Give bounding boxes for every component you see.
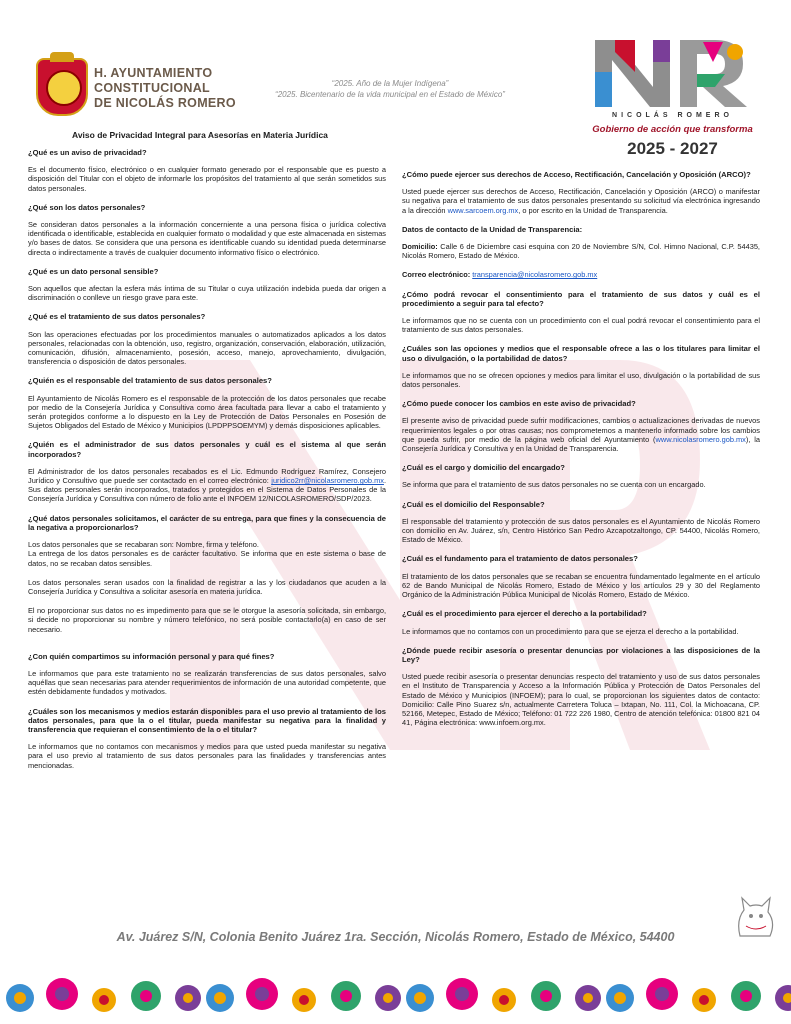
answer-datos-solicitados-c: Los datos personales seran usados con la finalidad de registrar a las y los ciudadanos que acuden a la Consejería Jurídica y Consultiva a solicitar asesoría en materia jurídica.	[28, 577, 386, 596]
question-que-es-aviso: ¿Qué es un aviso de privacidad?	[28, 148, 147, 157]
answer-portabilidad: Le informamos que no contamos con un procedimiento para que se ejerza el derecho a la portabilidad.	[402, 626, 739, 636]
question-mecanismos: ¿Cuáles son los mecanismos y medios estarán disponibles para el uso previo al tratamiento de los datos personales, para que la o el titular, pueda manifestar su negativa para la finalidad y transferencia que requieran el consentimiento de la o el titular?	[28, 706, 386, 734]
nr-logo-icon	[585, 32, 760, 110]
nicolasromero-link[interactable]: www.nicolasromero.gob.mx	[655, 434, 746, 444]
answer-datos-solicitados-b: La entrega de los datos personales es de carácter facultativo. Se informa que en este sistema o base de datos, no se recaban datos sensibles.	[28, 549, 386, 568]
answer-domicilio-responsable: El responsable del tratamiento y protección de sus datos personales es el Ayuntamiento de Nicolás Romero con domicilio en Av. Juárez, s/n, Centro Histórico San Pedro Azcapotzaltongo, CP. 54400, Nicolás Romero, Estado de México.	[402, 516, 760, 545]
answer-que-es-aviso: Es el documento físico, electrónico o en cualquier formato generado por el responsable que es puesto a disposición del Titular con el objeto de informarle los propósitos del tratamiento al que serán sometidos sus datos personales.	[28, 165, 386, 193]
administrator-email-link[interactable]: juridico2rr@nicolasromero.gob.mx	[271, 476, 384, 486]
slogan-1: “2025. Año de la Mujer Indígena”	[331, 79, 449, 88]
footer-address: Av. Juárez S/N, Colonia Benito Juárez 1ra. Sección, Nicolás Romero, Estado de México, 54400	[116, 930, 675, 944]
answer-dato-sensible: Son aquellos que afectan la esfera más íntima de su Titular o cuya utilización indebida pueda dar origen a discriminación o conlleve un riesgo grave para este.	[28, 284, 386, 303]
answer-responsable: El Ayuntamiento de Nicolás Romero es el responsable de la protección de los datos personales que recabe por medio de la Consejería Jurídica y Consultiva como área facultada para llevar a cabo el tratamiento y serán protegidos conforme a lo dispuesto en la Ley de Protección de Datos Personales en Posesión de Sujetos Obligados del Estado de México y Municipios (LPDPPSOEMYM) y demás disposiciones aplicables.	[28, 393, 386, 431]
answer-administrador-post: . Sus datos personales serán incorporados, tratados y protegidos en el Sistema de Datos Personales de la Consejería Jurídica y Consultiva con número de folio ante el INFOEM 12/NICOLASROMERO/SDP/2023.	[28, 476, 387, 504]
question-datos-personales: ¿Qué son los datos personales?	[28, 202, 146, 212]
question-limitar: ¿Cuáles son las opciones y medios que el responsable ofrece a las o los titulares para limitar el uso o divulgación, o la portabilidad de datos?	[402, 344, 760, 363]
answer-mecanismos: Le informamos que no contamos con mecanismos y medios para que usted pueda manifestar su negativa para el uso previo al tratamiento de sus datos personales para las finalidades y transferencias antes mencionadas.	[28, 742, 386, 770]
org-line-3: DE NICOLÁS ROMERO	[94, 96, 236, 110]
right-column	[402, 170, 760, 737]
answer-denuncias: Usted puede recibir asesoría o presentar denuncias respecto del tratamiento y uso de sus datos personales en el Instituto de Transparencia y Acceso a la Información Pública y Protección de Datos Personales del Estado de México y Municipios (INFOEM); para lo cual, se proporcionan los siguientes datos de contacto: Domicilio: Calle Pino Suarez s/n, actualmente Carretera Toluca – Ixtapan, No. 111, Col. la Michoacana, CP. 52166, Metepec, Estado de México; Teléfono: 01 722 226 1980, Centro de atención telefónica: 01800 821 04 41, Página electrónica: www.infoem.org.mx.	[402, 672, 760, 728]
transparency-email-link[interactable]: transparencia@nicolasromero.gob.mx	[472, 270, 598, 280]
domicilio-label: Domicilio:	[402, 242, 438, 252]
contact-domicilio	[402, 242, 760, 260]
flower-border-icon	[0, 968, 791, 1024]
question-tratamiento: ¿Qué es el tratamiento de sus datos personales?	[28, 312, 206, 322]
nr-logo	[585, 32, 760, 167]
answer-tratamiento: Son las operaciones efectuadas por los procedimientos manuales o automatizados aplicados a los datos personales, relacionadas con la obtención, uso, registro, organización, conservación, elaboración, utilización, comunicación, difusión, almacenamiento, posesión, acceso, manejo, aprovechamiento, divulgación, transferencia o disposición de datos personales.	[28, 329, 386, 367]
document-title: Aviso de Privacidad Integral para Asesorías en Materia Jurídica	[72, 130, 328, 140]
question-responsable: ¿Quién es el responsable del tratamiento de sus datos personales?	[28, 376, 272, 386]
correo-label: Correo electrónico:	[402, 270, 471, 280]
answer-encargado: Se informa que para el tratamiento de sus datos personales no se cuenta con un encargado.	[402, 480, 706, 490]
answer-limitar: Le informamos que no se ofrecen opciones y medios para limitar el uso, divulgación o la portabilidad de sus datos personales.	[402, 370, 760, 390]
answer-datos-solicitados-a: Los datos personales que se recabaran son: Nombre, firma y teléfono.	[28, 540, 259, 550]
answer-cambios-post: ), la Consejería Jurídica y Consultiva y en la Unidad de Transparencia.	[402, 434, 761, 454]
org-line-2: CONSTITUCIONAL	[94, 81, 210, 95]
question-fundamento: ¿Cuál es el fundamento para el tratamiento de datos personales?	[402, 554, 638, 564]
answer-cambios	[402, 416, 760, 453]
domicilio-value: Calle 6 de Diciembre casi esquina con 20 de Noviembre S/N, Col. Himno Nacional, C.P. 54435, Nicolás Romero, Estado de México.	[402, 242, 760, 261]
question-revocar: ¿Cómo podrá revocar el consentimiento para el tratamiento de sus datos y cuál es el procedimiento a seguir para tal efecto?	[402, 289, 760, 308]
answer-compartimos: Le informamos que para este tratamiento no se realizarán transferencias de sus datos personales, salvo aquéllas que sean necesarias para atender requerimientos de información de una autoridad competente, que estén debidamente fundados y motivados.	[28, 668, 386, 697]
answer-cambios-pre: El presente aviso de privacidad puede sufrir modificaciones, cambios o actualizaciones derivadas de nuevos requerimientos legales o por otras causas; nos comprometemos a mantenerlo informado sobre los cambios que pueda sufrir, por medio de la página web oficial del Ayuntamiento (	[402, 416, 760, 444]
slogans	[240, 78, 540, 100]
logo-city: NICOLÁS ROMERO	[612, 112, 733, 119]
question-denuncias: ¿Dónde puede recibir asesoría o presentar denuncias por violaciones a las disposiciones de la Ley?	[402, 645, 760, 664]
answer-arco	[402, 187, 760, 215]
municipal-seal-icon	[36, 58, 88, 116]
question-domicilio-responsable: ¿Cuál es el domicilio del Responsable?	[402, 499, 545, 509]
org-line-1: H. AYUNTAMIENTO	[94, 66, 213, 80]
contact-title: Datos de contacto de la Unidad de Transparencia:	[402, 224, 583, 234]
question-cambios: ¿Cómo puede conocer los cambios en este aviso de privacidad?	[402, 399, 636, 409]
answer-arco-post: , o por escrito en la Unidad de Transparencia.	[518, 205, 668, 215]
organization-name	[94, 66, 236, 111]
slogan-2: “2025. Bicentenario de la vida municipal en el Estado de México”	[275, 90, 505, 99]
question-encargado: ¿Cuál es el cargo y domicilio del encargado?	[402, 463, 565, 473]
answer-datos-solicitados-d: El no proporcionar sus datos no es impedimento para que se le otorgue la asesoría solicitada, sin embargo, si decide no proporcionar su nombre y número telefónico, no será posible contactarlo(a) en caso de ser necesario.	[28, 606, 386, 634]
answer-revocar: Le informamos que no se cuenta con un procedimiento con el cual podrá revocar el consentimiento para el tratamiento de sus datos personales.	[402, 316, 760, 335]
answer-fundamento: El tratamiento de los datos personales que se recaban se encuentra fundamentado legalmente en el artículo 62 de Bando Municipal de Nicolás Romero, Estado de México y los artículos 29 y 30 del Reglamento Orgánico de la Administración Pública Municipal de Nicolás Romero, Estado de México.	[402, 571, 760, 600]
question-portabilidad: ¿Cuál es el procedimiento para ejercer el derecho a la portabilidad?	[402, 609, 647, 619]
question-administrador: ¿Quién es el administrador de sus datos personales y cuál es el sistema al que serán incorporados?	[28, 440, 386, 459]
question-arco: ¿Cómo puede ejercer sus derechos de Acceso, Rectificación, Cancelación y Oposición (ARCO)?	[402, 170, 751, 179]
logo-tagline: Gobierno de acción que transforma	[592, 124, 753, 135]
left-column	[28, 148, 386, 780]
answer-datos-personales: Se consideran datos personales a la información concerniente a una persona física o jurídica colectiva identificada o identificable, establecida en cualquier formato o modalidad y que este almacenada en sistemas y/o bases de datos. Se considera que una persona es identificable cuando su identidad pueda determinarse directa o indirectamente a través de cualquier documento informativo físico o electrónico.	[28, 220, 386, 257]
contact-email	[402, 270, 760, 279]
answer-administrador-pre: El Administrador de los datos personales recabados es el Lic. Edmundo Rodríguez Ramírez, Consejero Jurídico y Consultivo que puede ser contactado en el correo electrónico:	[28, 466, 386, 486]
question-compartimos: ¿Con quién compartimos su información personal y para qué fines?	[28, 651, 275, 661]
logo-years: 2025 - 2027	[627, 139, 718, 158]
answer-arco-pre: Usted puede ejercer sus derechos de Acceso, Rectificación, Cancelación y Oposición (ARCO) o manifestar su negativa para el tratamiento de sus datos personales presentando su solicitud vía electrónica ingresando a la dirección	[402, 187, 760, 215]
sarcoem-link[interactable]: www.sarcoem.org.mx	[447, 205, 519, 215]
question-datos-solicitados: ¿Qué datos personales solicitamos, el carácter de su entrega, para que fines y la consecuencia de la negativa a proporcionarlos?	[28, 513, 386, 532]
question-dato-sensible: ¿Qué es un dato personal sensible?	[28, 266, 159, 276]
document-header	[0, 0, 791, 168]
answer-administrador	[28, 467, 386, 504]
